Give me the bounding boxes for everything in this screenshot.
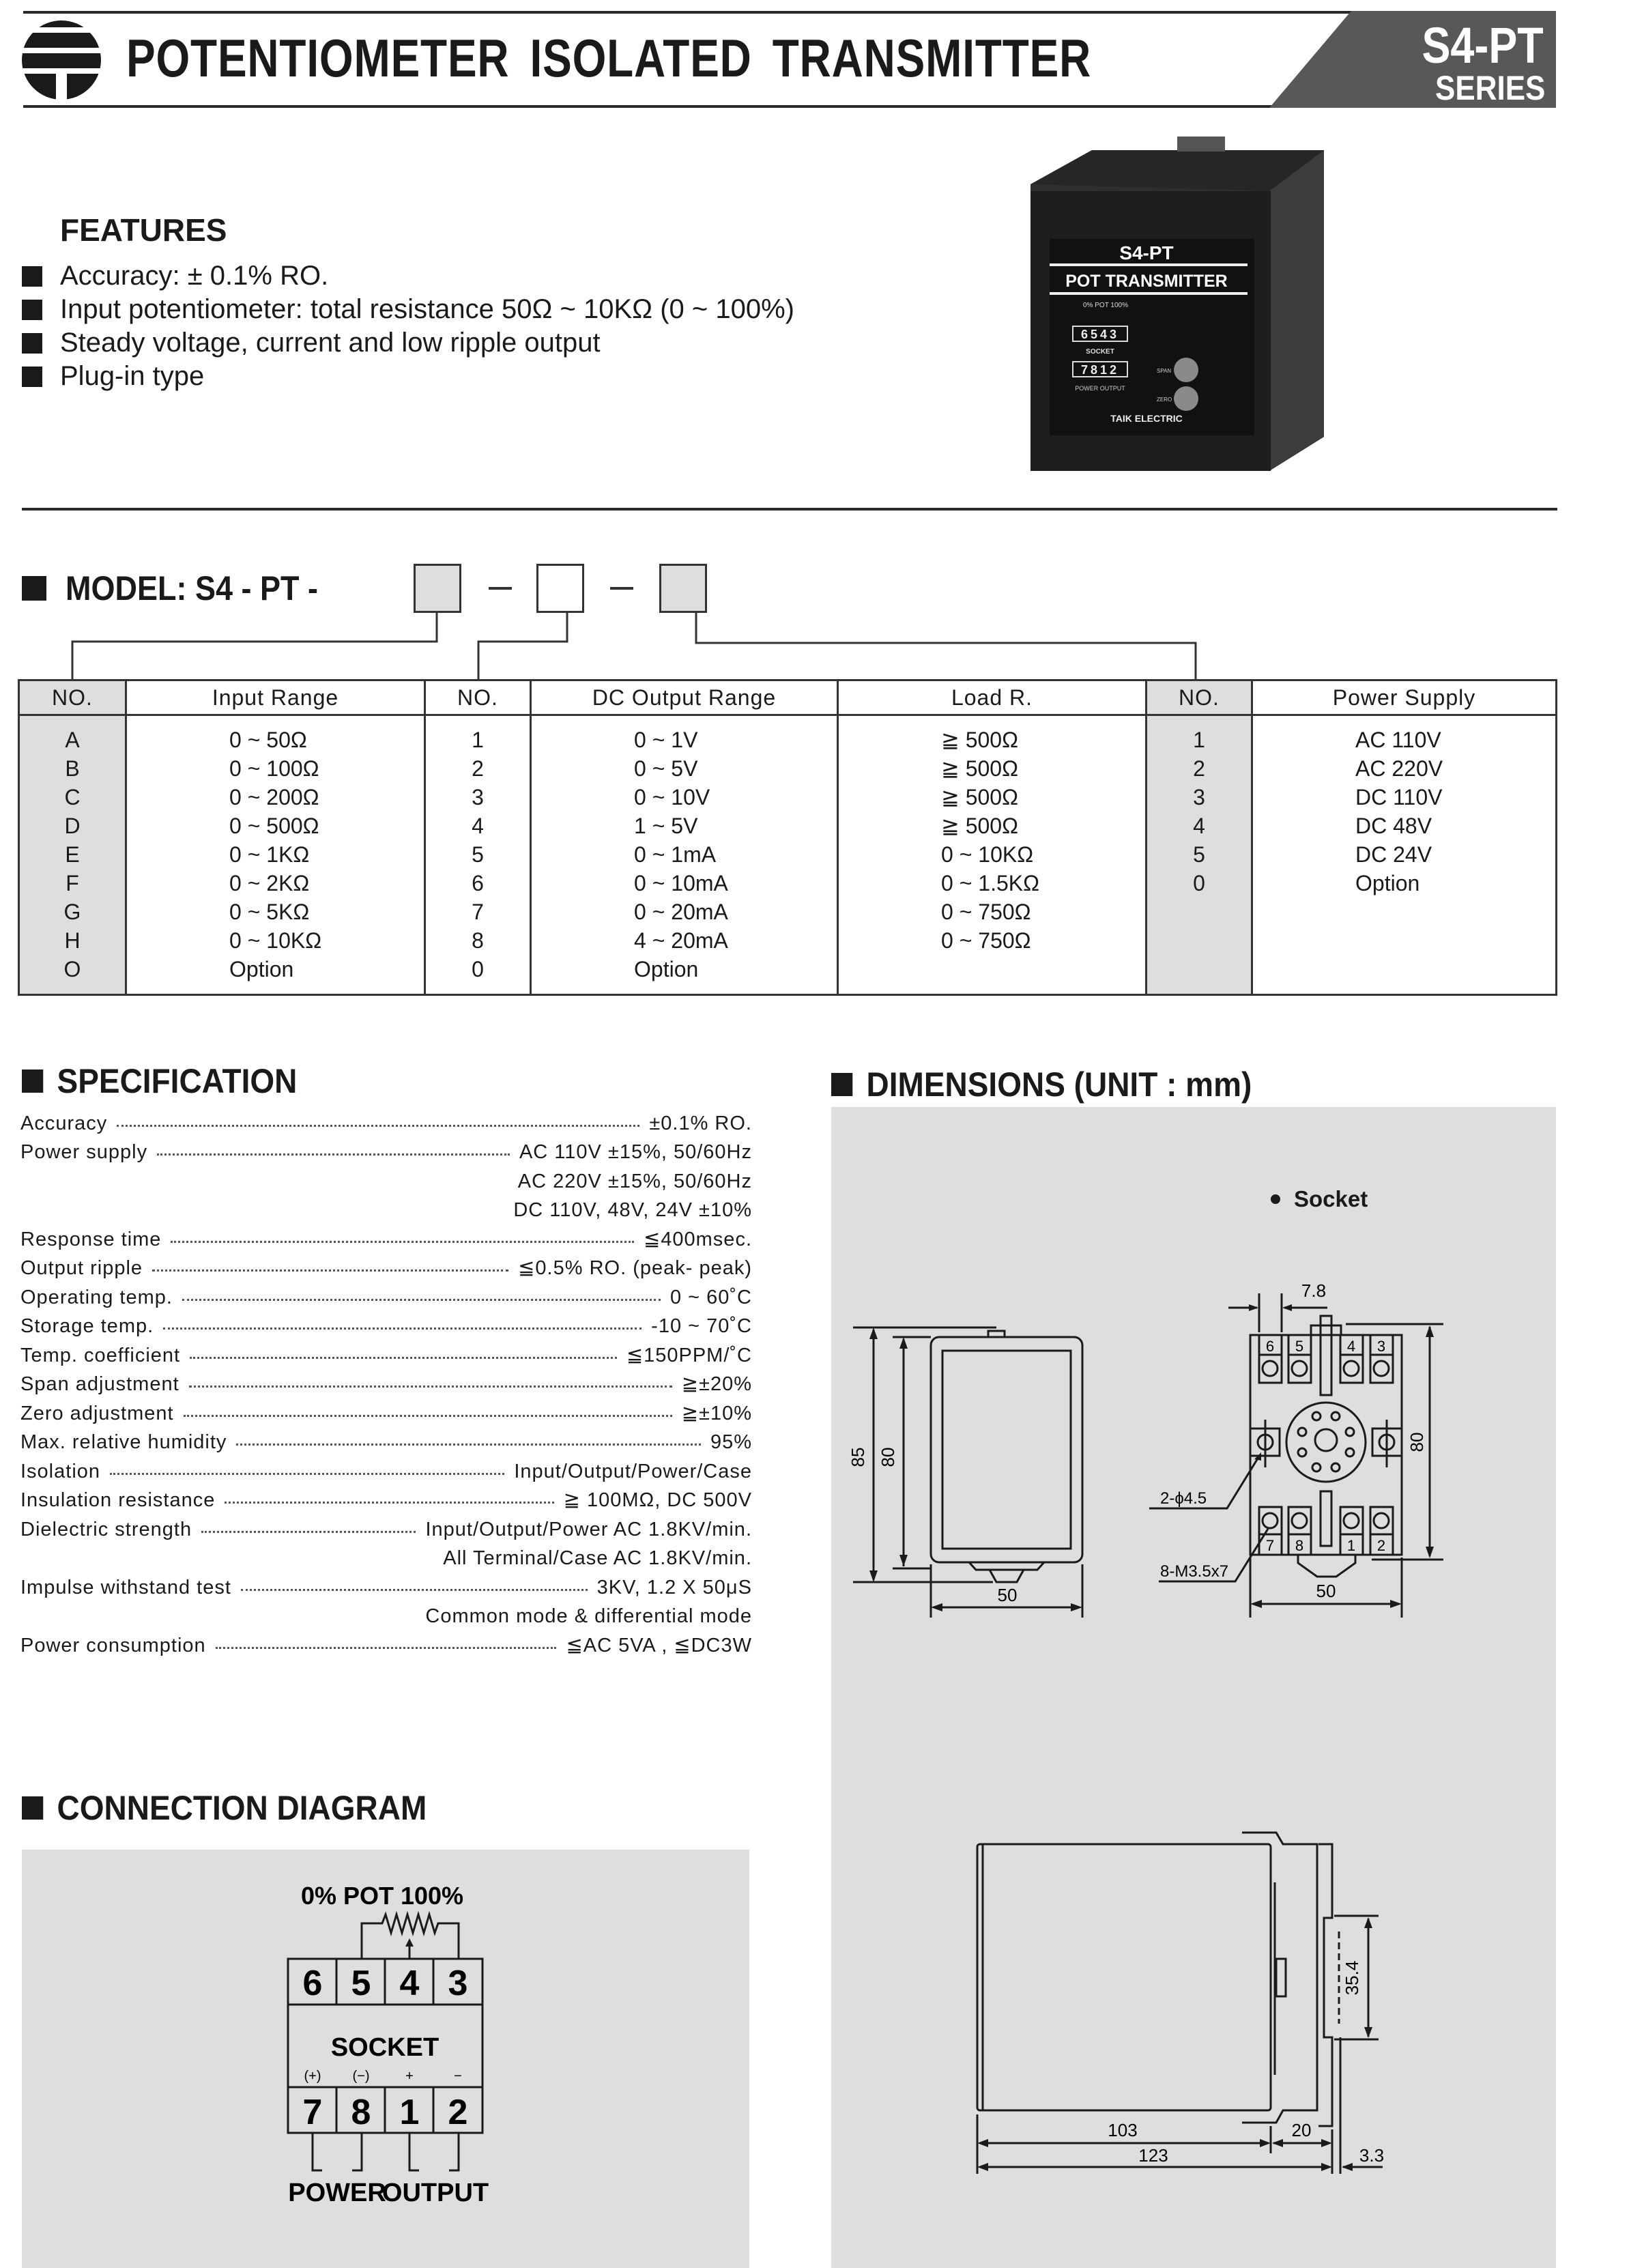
table-cell: Option <box>229 957 294 981</box>
table-cell: 7 <box>472 900 484 924</box>
table-cell: 5 <box>1193 842 1205 867</box>
spec-key: Output ripple <box>20 1257 143 1279</box>
bullet-dot-icon <box>1271 1194 1280 1204</box>
dim-side-rail: 35.4 <box>1342 1960 1362 1996</box>
load-r-column <box>838 715 1147 995</box>
table-cell: 0 ~ 5V <box>634 756 698 781</box>
terminal-label: 6 <box>302 1964 323 2003</box>
dim-socket-width: 50 <box>1316 1581 1336 1601</box>
table-cell: 0 ~ 100Ω <box>229 756 319 781</box>
spec-row <box>20 1570 752 1599</box>
header-rule-top <box>23 11 1354 14</box>
dim-front-width: 50 <box>997 1585 1018 1605</box>
spec-row <box>20 1309 752 1338</box>
table-cell: AC 110V <box>1355 728 1441 752</box>
terminal-label: 1 <box>399 2093 420 2132</box>
table-cell: 4 <box>472 814 484 838</box>
spec-value: ≦AC 5VA , ≦DC3W <box>566 1634 752 1656</box>
leader-dots <box>117 1125 639 1127</box>
spec-key: Isolation <box>20 1460 101 1482</box>
spec-value-continued: All Terminal/Case AC 1.8KV/min. <box>443 1547 752 1569</box>
table-cell: O <box>63 957 81 981</box>
table-cell: DC 24V <box>1355 842 1432 867</box>
table-cell: 0 ~ 1mA <box>634 842 717 867</box>
leader-dots <box>225 1502 553 1504</box>
table-cell: G <box>63 900 81 924</box>
table-cell: 8 <box>472 928 484 953</box>
col-header: Load R. <box>838 680 1147 715</box>
leader-dots <box>190 1357 617 1359</box>
table-cell: H <box>64 928 81 953</box>
spec-value: Input/Output/Power/Case <box>514 1460 752 1482</box>
leader-dots <box>216 1647 557 1649</box>
page-title: POTENTIOMETER ISOLATED TRANSMITTER <box>126 28 1092 88</box>
features-list <box>22 259 794 393</box>
spec-row <box>20 1367 752 1396</box>
photo-name: POT TRANSMITTER <box>1065 272 1228 291</box>
output-range-column <box>531 715 838 995</box>
bullet-icon <box>22 300 42 320</box>
bullet-icon <box>22 333 42 354</box>
table-cell: Option <box>1355 871 1420 895</box>
table-cell: 0 ~ 2KΩ <box>229 871 310 895</box>
socket-terminal-label: 6 <box>1265 1338 1275 1355</box>
table-cell: 0 ~ 20mA <box>634 900 728 924</box>
table-cell: ≧ 500Ω <box>941 728 1019 752</box>
table-cell: 2 <box>472 756 484 781</box>
leader-dots <box>157 1153 510 1155</box>
photo-span: SPAN <box>1157 368 1172 374</box>
dim-front-height-total: 85 <box>848 1447 868 1467</box>
power-label: POWER <box>288 2179 386 2207</box>
table-cell: 0 ~ 1KΩ <box>229 842 310 867</box>
col-header: Power Supply <box>1252 680 1557 715</box>
spec-value: ≦150PPM/˚C <box>626 1344 752 1366</box>
spec-key: Operating temp. <box>20 1286 173 1308</box>
spec-key: Span adjustment <box>20 1373 179 1395</box>
spec-value: 0 ~ 60˚C <box>669 1286 752 1308</box>
leader-dots <box>236 1444 701 1446</box>
table-cell: 0 <box>1193 871 1205 895</box>
spec-key: Storage temp. <box>20 1315 154 1337</box>
header-rule-bottom <box>23 105 1272 108</box>
table-cell: 4 ~ 20mA <box>634 928 728 953</box>
polarity-label: + <box>405 2069 414 2084</box>
leader-dots <box>110 1473 504 1475</box>
table-cell: 0 ~ 1.5KΩ <box>941 871 1040 895</box>
socket-terminal-label: 2 <box>1376 1537 1386 1554</box>
bullet-icon <box>22 576 46 601</box>
spec-row <box>20 1396 752 1425</box>
front-view-drawing <box>846 1310 1106 1631</box>
terminal-label: 4 <box>399 1964 420 2003</box>
model-dash <box>610 587 633 590</box>
spec-row <box>20 1483 752 1512</box>
terminal-label: 8 <box>351 2093 371 2132</box>
dim-socket-screws: 8-M3.5x7 <box>1160 1562 1229 1581</box>
spec-value: AC 110V ±15%, 50/60Hz <box>519 1141 752 1163</box>
table-cell: 0 ~ 50Ω <box>229 728 307 752</box>
feature-item: Steady voltage, current and low ripple output <box>22 326 794 360</box>
dim-side-total: 123 <box>1138 2145 1168 2166</box>
spec-key: Zero adjustment <box>20 1402 174 1424</box>
spec-value-continued: AC 220V ±15%, 50/60Hz <box>517 1170 752 1192</box>
polarity-label: (−) <box>352 2069 370 2084</box>
socket-terminal-label: 5 <box>1295 1338 1304 1355</box>
bullet-icon <box>22 1070 43 1093</box>
photo-bottom-terminals: 7812 <box>1080 363 1120 377</box>
spec-key: Impulse withstand test <box>20 1576 231 1598</box>
socket-terminal-label: 4 <box>1346 1338 1356 1355</box>
pot-label: 0% POT 100% <box>300 1882 464 1910</box>
polarity-label: − <box>454 2069 462 2084</box>
table-cell: DC 48V <box>1355 814 1432 838</box>
table-cell: DC 110V <box>1355 785 1443 809</box>
table-cell: C <box>64 785 81 809</box>
table-row <box>19 715 1557 995</box>
table-cell: 0 ~ 10V <box>634 785 710 809</box>
dim-socket-height: 80 <box>1407 1432 1427 1452</box>
table-cell: 0 ~ 500Ω <box>229 814 319 838</box>
specification-list <box>20 1106 752 1657</box>
feature-item: Input potentiometer: total resistance 50Ω ~ 10KΩ (0 ~ 100%) <box>22 293 794 326</box>
table-header-row <box>19 680 1557 715</box>
spec-row <box>20 1106 752 1135</box>
col-header: Input Range <box>126 680 425 715</box>
terminal-label: 2 <box>448 2093 468 2132</box>
spec-key: Accuracy <box>20 1112 108 1134</box>
selection-table <box>18 679 1557 996</box>
leader-dots <box>171 1241 634 1243</box>
zero-knob <box>1174 386 1198 411</box>
socket-label: SOCKET <box>330 2033 439 2062</box>
output-no-column <box>425 715 531 995</box>
table-cell: B <box>65 756 80 781</box>
table-cell: 6 <box>472 871 484 895</box>
model-label: MODEL: S4 - PT - <box>66 569 318 607</box>
spec-row <box>20 1425 752 1454</box>
table-cell: 0 ~ 750Ω <box>941 928 1031 953</box>
table-cell: 3 <box>1193 785 1205 809</box>
spec-row <box>20 1222 752 1251</box>
spec-value: ≦400msec. <box>643 1228 752 1250</box>
spec-value: ≧±10% <box>681 1402 752 1424</box>
table-cell: 0 ~ 10mA <box>634 871 728 895</box>
photo-top-terminals: 6543 <box>1080 328 1120 341</box>
span-knob <box>1174 358 1198 382</box>
table-cell: Option <box>634 957 699 981</box>
series-model: S4-PT <box>1422 17 1544 74</box>
spec-key: Power supply <box>20 1141 148 1163</box>
input-no-column <box>19 715 126 995</box>
dim-front-height-body: 80 <box>878 1447 898 1467</box>
polarity-label: (+) <box>304 2069 321 2084</box>
col-header: DC Output Range <box>531 680 838 715</box>
power-no-column <box>1147 715 1252 995</box>
leader-dots <box>163 1327 641 1330</box>
model-leader-lines <box>0 601 1629 683</box>
connection-title: CONNECTION DIAGRAM <box>22 1788 427 1828</box>
spec-row <box>20 1338 752 1367</box>
spec-value: ≧±20% <box>681 1373 752 1395</box>
photo-pot-label: 0% POT 100% <box>1083 302 1128 309</box>
socket-terminal-label: 8 <box>1295 1537 1304 1554</box>
dimensions-title: DIMENSIONS (UNIT : mm) <box>831 1065 1252 1104</box>
spec-value: 95% <box>710 1431 752 1453</box>
socket-drawing <box>1147 1276 1447 1631</box>
spec-row <box>20 1135 752 1164</box>
series-badge <box>1269 11 1556 108</box>
spec-value: ±0.1% RO. <box>649 1112 752 1134</box>
col-header: NO. <box>1147 680 1252 715</box>
spec-value: ≦0.5% RO. (peak- peak) <box>518 1257 752 1279</box>
table-cell: ≧ 500Ω <box>941 785 1019 809</box>
terminal-label: 3 <box>448 1964 468 2003</box>
spec-key: Insulation resistance <box>20 1489 216 1511</box>
bullet-icon <box>22 1796 43 1820</box>
bullet-icon <box>831 1073 852 1096</box>
spec-value: 3KV, 1.2 X 50μS <box>596 1576 752 1598</box>
spec-row <box>20 1628 752 1657</box>
table-cell: 0 ~ 10KΩ <box>229 928 322 953</box>
terminal-label: 5 <box>351 1964 371 2003</box>
photo-zero: ZERO <box>1157 397 1172 403</box>
specification-title: SPECIFICATION <box>22 1061 297 1101</box>
dim-side-rail-offset: 3.3 <box>1359 2145 1385 2166</box>
col-header: NO. <box>19 680 126 715</box>
spec-row <box>20 1251 752 1280</box>
socket-terminal-label: 7 <box>1265 1537 1275 1554</box>
spec-key: Temp. coefficient <box>20 1344 181 1366</box>
taik-logo-icon <box>20 19 102 101</box>
table-cell: 2 <box>1193 756 1205 781</box>
table-cell: E <box>65 842 80 867</box>
spec-value: ≧ 100MΩ, DC 500V <box>563 1489 752 1511</box>
photo-socket: SOCKET <box>1086 348 1114 356</box>
connection-diagram <box>259 1870 505 2252</box>
spec-value-continued: Common mode & differential mode <box>425 1605 752 1627</box>
socket-terminal-label: 1 <box>1346 1537 1356 1554</box>
feature-item: Accuracy: ± 0.1% RO. <box>22 259 794 293</box>
table-cell: 1 <box>472 728 484 752</box>
dim-socket-pitch: 7.8 <box>1301 1280 1327 1301</box>
spec-key: Dielectric strength <box>20 1518 192 1540</box>
header <box>0 0 1629 116</box>
table-cell: ≧ 500Ω <box>941 756 1019 781</box>
spec-row <box>20 1512 752 1541</box>
photo-power-output: POWER OUTPUT <box>1075 385 1125 392</box>
leader-dots <box>201 1531 416 1533</box>
photo-brand: TAIK ELECTRIC <box>1110 413 1183 424</box>
socket-terminal-label: 3 <box>1376 1338 1386 1355</box>
dim-socket-holes: 2-ϕ4.5 <box>1160 1489 1207 1508</box>
spec-value: -10 ~ 70˚C <box>651 1315 752 1337</box>
spec-key: Response time <box>20 1228 162 1250</box>
table-cell: 5 <box>472 842 484 867</box>
table-cell: 0 ~ 1V <box>634 728 698 752</box>
spec-key: Power consumption <box>20 1634 206 1656</box>
side-view-drawing <box>942 1802 1419 2184</box>
spec-row <box>20 1454 752 1483</box>
section-divider <box>22 508 1557 511</box>
bullet-icon <box>22 367 42 387</box>
power-supply-column <box>1252 715 1557 995</box>
table-cell: 0 <box>472 957 484 981</box>
table-cell: 1 <box>1193 728 1205 752</box>
table-cell: 0 ~ 750Ω <box>941 900 1031 924</box>
leader-dots <box>184 1415 672 1417</box>
terminal-label: 7 <box>302 2093 323 2132</box>
table-cell: 0 ~ 200Ω <box>229 785 319 809</box>
dim-side-body: 103 <box>1108 2120 1138 2140</box>
bullet-icon <box>22 266 42 287</box>
table-cell: A <box>65 728 80 752</box>
table-cell: 0 ~ 5KΩ <box>229 900 310 924</box>
spec-row <box>20 1280 752 1309</box>
table-cell: 4 <box>1193 814 1205 838</box>
col-header: NO. <box>425 680 531 715</box>
model-dash <box>489 587 512 590</box>
table-cell: 3 <box>472 785 484 809</box>
leader-dots <box>189 1386 672 1388</box>
leader-dots <box>182 1299 661 1301</box>
feature-item: Plug-in type <box>22 360 794 393</box>
table-cell: D <box>64 814 81 838</box>
socket-caption: Socket <box>1271 1186 1368 1212</box>
leader-dots <box>152 1269 508 1272</box>
spec-value-continued: DC 110V, 48V, 24V ±10% <box>513 1199 752 1221</box>
spec-value: Input/Output/Power AC 1.8KV/min. <box>425 1518 752 1540</box>
input-range-column <box>126 715 425 995</box>
table-cell: 0 ~ 10KΩ <box>941 842 1034 867</box>
table-cell: ≧ 500Ω <box>941 814 1019 838</box>
features-title: FEATURES <box>60 212 227 248</box>
output-label: OUTPUT <box>381 2179 489 2207</box>
spec-key: Max. relative humidity <box>20 1431 227 1453</box>
dim-side-base: 20 <box>1291 2120 1312 2140</box>
table-cell: F <box>66 871 79 895</box>
table-cell: AC 220V <box>1355 756 1443 781</box>
series-label: SERIES <box>1435 69 1545 107</box>
product-photo <box>1010 137 1331 478</box>
table-cell: 1 ~ 5V <box>634 814 698 838</box>
photo-model: S4-PT <box>1119 242 1174 263</box>
leader-dots <box>241 1589 588 1591</box>
